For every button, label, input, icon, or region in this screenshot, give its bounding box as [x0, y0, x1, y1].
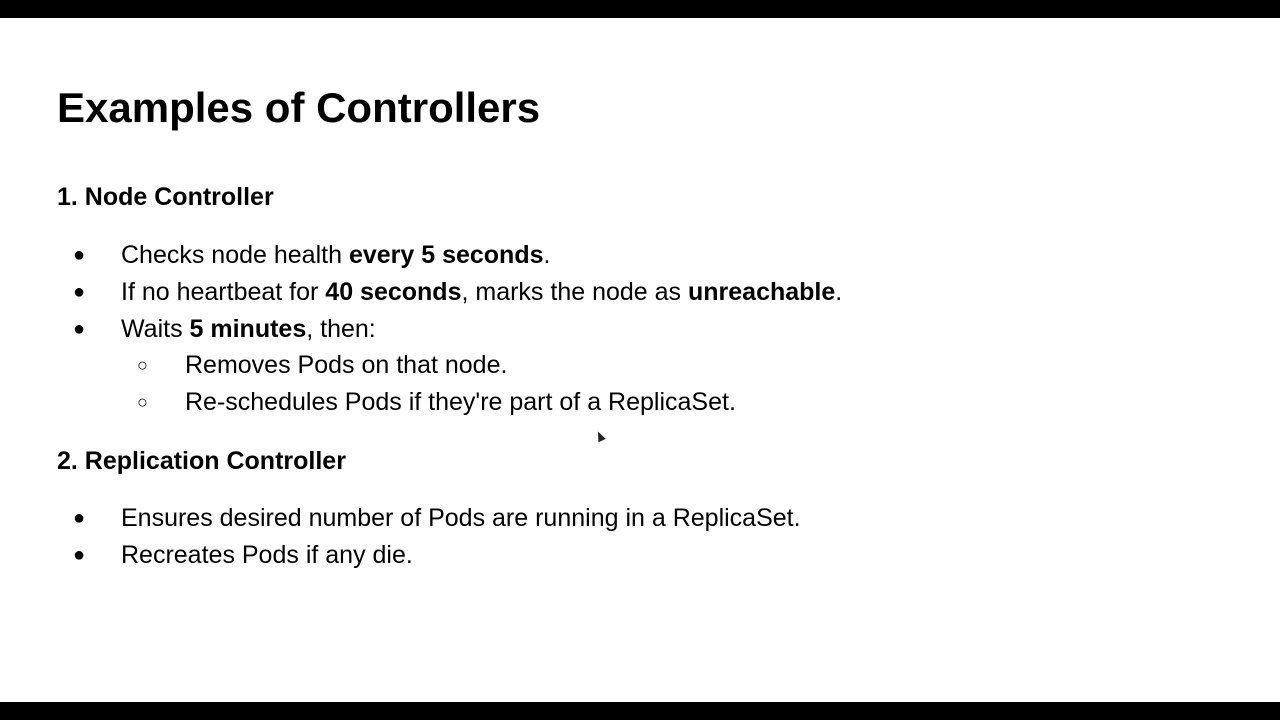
bullet-text: Waits 5 minutes, then: — [121, 315, 376, 343]
sub-bullet-text: Re-schedules Pods if they're part of a ReplicaSet. — [185, 388, 736, 416]
section-heading-replication-controller: 2. Replication Controller — [57, 447, 346, 475]
bullet-icon: ● — [73, 281, 86, 303]
letterbox-bottom — [0, 702, 1280, 720]
slide — [0, 18, 1280, 702]
bullet-text: Recreates Pods if any die. — [121, 541, 413, 569]
hollow-bullet-icon: ○ — [137, 392, 148, 412]
section-heading-node-controller: 1. Node Controller — [57, 183, 274, 211]
bullet-text: If no heartbeat for 40 seconds, marks the node as unreachable. — [121, 278, 843, 306]
sub-bullet-text: Removes Pods on that node. — [185, 351, 508, 379]
slide-title: Examples of Controllers — [57, 84, 541, 131]
bullet-icon: ● — [73, 507, 86, 529]
bullet-text: Checks node health every 5 seconds. — [121, 241, 551, 269]
hollow-bullet-icon: ○ — [137, 355, 148, 375]
letterbox-top — [0, 0, 1280, 18]
bullet-icon: ● — [73, 244, 86, 266]
bullet-icon: ● — [73, 318, 86, 340]
bullet-icon: ● — [73, 544, 86, 566]
bullet-text: Ensures desired number of Pods are running in a ReplicaSet. — [121, 504, 801, 532]
